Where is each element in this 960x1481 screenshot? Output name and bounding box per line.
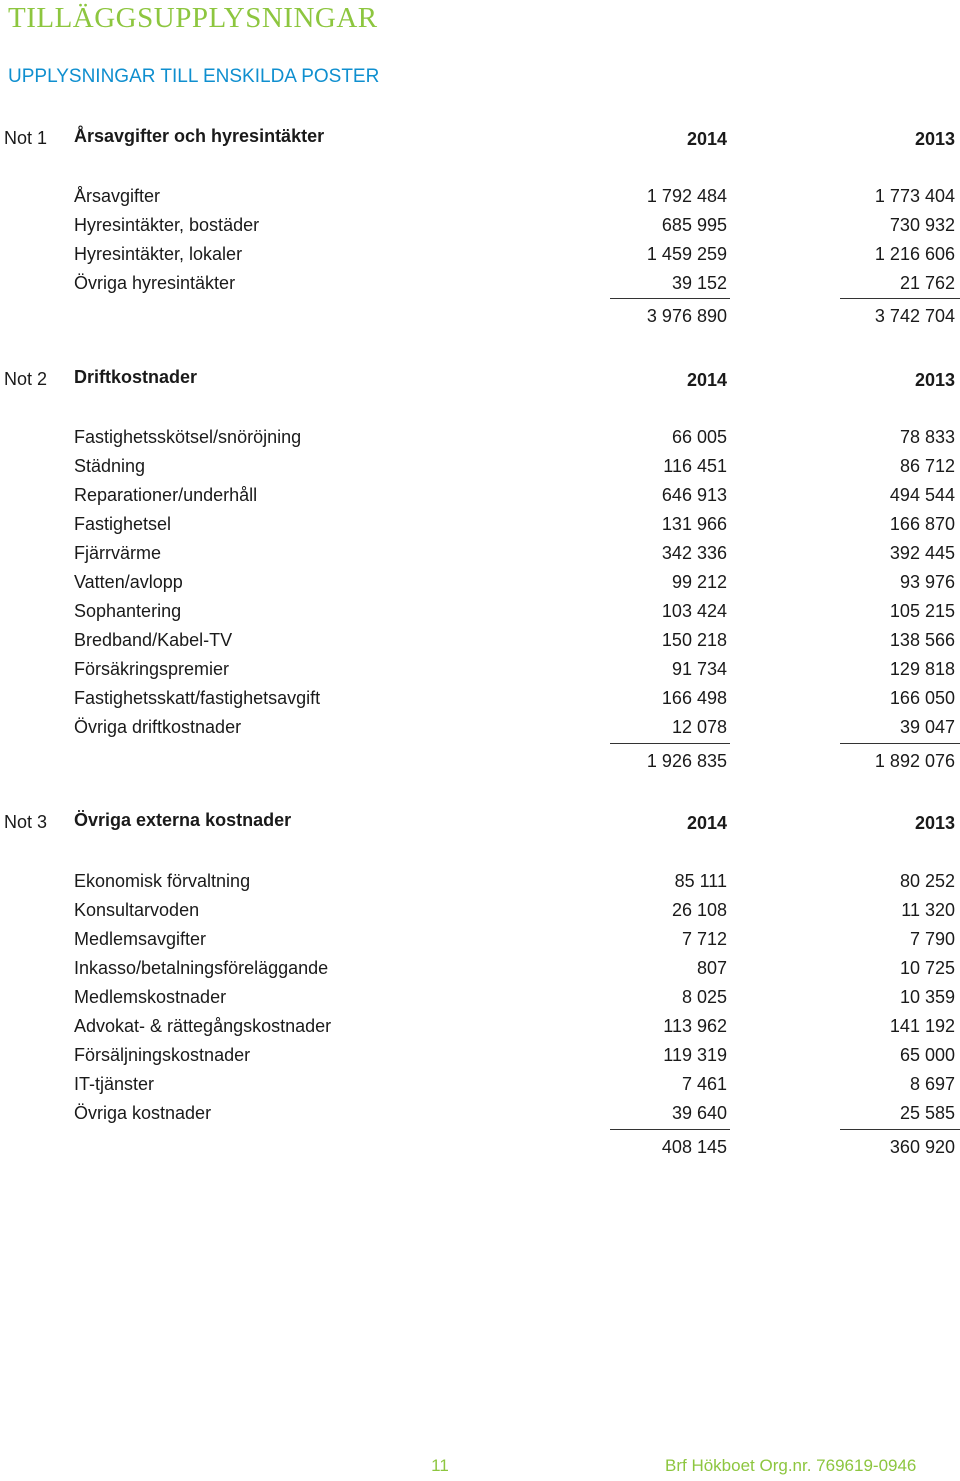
table-row — [0, 601, 960, 630]
year-header-2013: 2013 — [914, 813, 955, 833]
total-2014: 3 976 890 — [646, 306, 727, 326]
page-title: TILLÄGGSUPPLYSNINGAR — [8, 2, 378, 34]
sum-rule — [840, 298, 960, 299]
table-row — [0, 717, 960, 746]
note-title: Driftkostnader — [74, 367, 198, 387]
total-2013: 360 920 — [889, 1137, 955, 1157]
row-label: Hyresintäkter, lokaler — [74, 244, 243, 264]
row-value-2013: 86 712 — [899, 456, 955, 476]
row-label: Advokat- & rättegångskostnader — [74, 1016, 332, 1036]
total-2014: 408 145 — [661, 1137, 727, 1157]
row-label: Inkasso/betalningsföreläggande — [74, 958, 329, 978]
row-label: Konsultarvoden — [74, 900, 200, 920]
row-label: Vatten/avlopp — [74, 572, 183, 592]
row-label: Fastighetsel — [74, 514, 172, 534]
row-value-2013: 10 359 — [899, 987, 955, 1007]
row-value-2014: 85 111 — [674, 871, 727, 891]
note-label: Not 3 — [4, 812, 48, 832]
table-row — [0, 1103, 960, 1132]
row-label: Fastighetsskötsel/snöröjning — [74, 427, 302, 447]
row-value-2014: 91 734 — [671, 659, 727, 679]
row-label: Sophantering — [74, 601, 182, 621]
row-value-2013: 1 773 404 — [874, 186, 955, 206]
row-label: Städning — [74, 456, 146, 476]
row-value-2014: 39 152 — [671, 273, 727, 293]
row-value-2013: 138 566 — [889, 630, 955, 650]
table-row — [0, 215, 960, 244]
row-label: Hyresintäkter, bostäder — [74, 215, 260, 235]
table-row — [0, 900, 960, 929]
row-value-2013: 21 762 — [899, 273, 955, 293]
table-row — [0, 244, 960, 273]
row-label: Fjärrvärme — [74, 543, 162, 563]
note-title: Övriga externa kostnader — [74, 810, 292, 830]
row-value-2014: 131 966 — [661, 514, 727, 534]
total-2013: 3 742 704 — [874, 306, 955, 326]
row-label: Ekonomisk förvaltning — [74, 871, 251, 891]
row-label: Medlemskostnader — [74, 987, 227, 1007]
row-value-2013: 7 790 — [909, 929, 955, 949]
table-row — [0, 871, 960, 900]
row-value-2013: 730 932 — [889, 215, 955, 235]
year-header-2013: 2013 — [914, 370, 955, 390]
row-label: Försäljningskostnader — [74, 1045, 251, 1065]
row-value-2013: 392 445 — [889, 543, 955, 563]
row-value-2014: 7 712 — [681, 929, 727, 949]
row-value-2014: 113 962 — [663, 1016, 727, 1036]
row-value-2014: 807 — [696, 958, 727, 978]
note-label: Not 1 — [4, 128, 48, 148]
sum-rule — [840, 743, 960, 744]
row-value-2014: 646 913 — [661, 485, 727, 505]
row-label: IT-tjänster — [74, 1074, 155, 1094]
table-row — [0, 456, 960, 485]
year-header-2014: 2014 — [686, 813, 727, 833]
row-value-2013: 166 870 — [889, 514, 955, 534]
row-value-2014: 99 212 — [671, 572, 727, 592]
table-row — [0, 929, 960, 958]
row-value-2014: 66 005 — [671, 427, 727, 447]
row-value-2014: 150 218 — [661, 630, 727, 650]
row-label: Försäkringspremier — [74, 659, 230, 679]
note-title: Årsavgifter och hyresintäkter — [74, 126, 325, 146]
table-row — [0, 572, 960, 601]
row-value-2014: 166 498 — [661, 688, 727, 708]
row-value-2013: 105 215 — [889, 601, 955, 621]
row-value-2013: 494 544 — [889, 485, 955, 505]
table-row — [0, 1016, 960, 1045]
row-value-2014: 8 025 — [681, 987, 727, 1007]
row-value-2013: 93 976 — [899, 572, 955, 592]
row-value-2014: 116 451 — [663, 456, 727, 476]
table-row — [0, 659, 960, 688]
table-row — [0, 1074, 960, 1103]
row-value-2013: 166 050 — [889, 688, 955, 708]
table-row — [0, 1045, 960, 1074]
row-value-2013: 10 725 — [899, 958, 955, 978]
year-header-2014: 2014 — [686, 370, 727, 390]
row-value-2014: 342 336 — [661, 543, 727, 563]
year-header-2013: 2013 — [914, 129, 955, 149]
table-row — [0, 514, 960, 543]
table-row — [0, 958, 960, 987]
row-value-2013: 1 216 606 — [874, 244, 955, 264]
row-label: Bredband/Kabel-TV — [74, 630, 233, 650]
row-label: Övriga kostnader — [74, 1103, 212, 1123]
year-header-2014: 2014 — [686, 129, 727, 149]
row-value-2013: 78 833 — [899, 427, 955, 447]
sum-rule — [610, 1129, 730, 1130]
total-2013: 1 892 076 — [874, 751, 955, 771]
row-value-2014: 1 459 259 — [646, 244, 727, 264]
row-value-2013: 25 585 — [899, 1103, 955, 1123]
table-row — [0, 688, 960, 717]
footer-org-info: Brf Hökboet Org.nr. 769619-0946 — [665, 1456, 917, 1475]
row-label: Fastighetsskatt/fastighetsavgift — [74, 688, 321, 708]
row-value-2014: 119 319 — [663, 1045, 727, 1065]
row-value-2013: 8 697 — [909, 1074, 955, 1094]
row-label: Övriga hyresintäkter — [74, 273, 236, 293]
row-value-2013: 80 252 — [899, 871, 955, 891]
row-value-2013: 129 818 — [889, 659, 955, 679]
sum-rule — [610, 298, 730, 299]
row-value-2014: 1 792 484 — [646, 186, 727, 206]
total-2014: 1 926 835 — [646, 751, 727, 771]
row-value-2013: 11 320 — [901, 900, 955, 920]
row-value-2014: 103 424 — [661, 601, 727, 621]
table-row — [0, 273, 960, 302]
row-label: Medlemsavgifter — [74, 929, 207, 949]
row-value-2013: 39 047 — [899, 717, 955, 737]
table-row — [0, 485, 960, 514]
page-number: 11 — [431, 1456, 449, 1475]
table-row — [0, 543, 960, 572]
note-label: Not 2 — [4, 369, 48, 389]
sum-rule — [840, 1129, 960, 1130]
row-value-2014: 26 108 — [671, 900, 727, 920]
row-value-2014: 39 640 — [671, 1103, 727, 1123]
table-row — [0, 630, 960, 659]
table-row — [0, 427, 960, 456]
table-row — [0, 987, 960, 1016]
row-label: Övriga driftkostnader — [74, 717, 242, 737]
row-label: Årsavgifter — [74, 186, 161, 206]
row-value-2013: 141 192 — [889, 1016, 955, 1036]
row-label: Reparationer/underhåll — [74, 485, 258, 505]
row-value-2013: 65 000 — [899, 1045, 955, 1065]
section-subtitle: UPPLYSNINGAR TILL ENSKILDA POSTER — [8, 66, 380, 87]
row-value-2014: 685 995 — [661, 215, 727, 235]
row-value-2014: 12 078 — [671, 717, 727, 737]
table-row — [0, 186, 960, 215]
row-value-2014: 7 461 — [681, 1074, 727, 1094]
sum-rule — [610, 743, 730, 744]
